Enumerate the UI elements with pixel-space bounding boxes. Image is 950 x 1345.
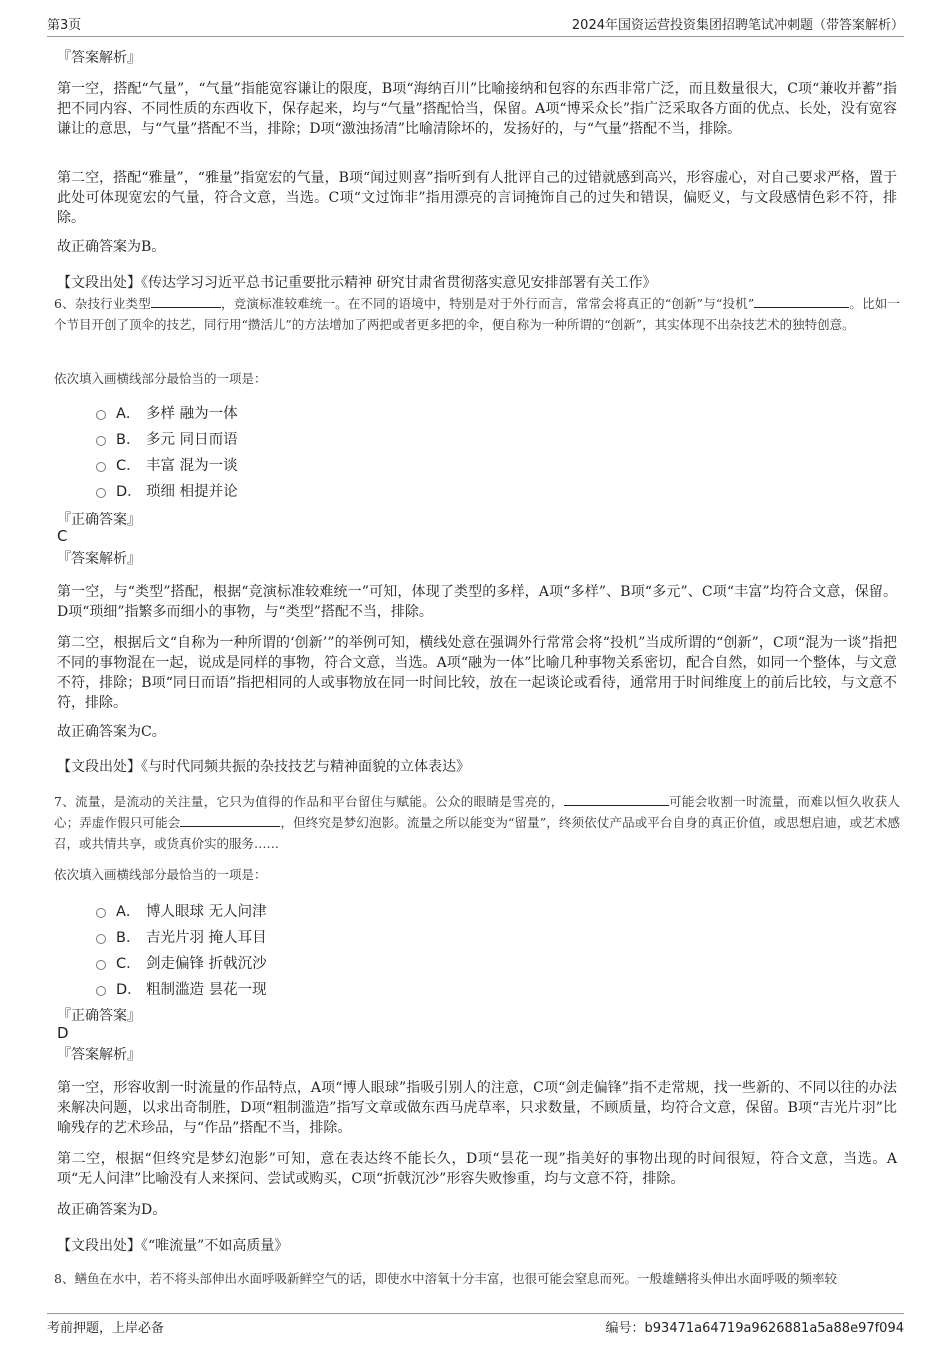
- q7-option-b[interactable]: [96, 926, 267, 947]
- option-text: 多样 融为一体: [146, 406, 238, 422]
- q5-analysis-tag: 『答案解析』: [57, 50, 141, 66]
- q7-prompt: 依次填入画横线部分最恰当的一项是：: [54, 867, 267, 882]
- q7-analysis-tag: 『答案解析』: [57, 1047, 141, 1063]
- radio-button-icon[interactable]: [96, 462, 106, 472]
- q6-answer-tag: 『正确答案』: [57, 512, 141, 528]
- q6-source: 【文段出处】《与时代同频共振的杂技技艺与精神面貌的立体表达》: [57, 759, 470, 775]
- q5-analysis-p1: 第一空，搭配“气量”，“气量”指能宽容谦让的限度，B项“海纳百川”比喻接纳和包容的东西非常广泛，而且数量很大，C项“兼收并蓄”指把不同内容、不同性质的东西收下，保存起来，均与“气量”搭配恰当，保留。A项“博采众长”指广泛采取各方面的优点、长处，没有宽容谦让的意思，与“气量”搭配不当，排除；D项“激浊扬清”比喻清除坏的，发扬好的，与“气量”搭配不当，排除。: [57, 81, 897, 137]
- q6-blank-1: [151, 295, 221, 308]
- option-letter: C．: [116, 956, 141, 972]
- q5-source: 【文段出处】《传达学习习近平总书记重要批示精神 研究甘肃省贯彻落实意见安排部署有关工作》: [57, 275, 657, 291]
- radio-button-icon[interactable]: [96, 960, 106, 970]
- radio-button-icon[interactable]: [96, 908, 106, 918]
- option-letter: B．: [116, 930, 141, 946]
- option-text: 多元 同日而语: [146, 432, 238, 448]
- option-letter: C．: [116, 458, 141, 474]
- option-text: 丰富 混为一谈: [146, 458, 238, 474]
- option-letter: A．: [116, 406, 141, 422]
- q7-option-c[interactable]: [96, 952, 267, 973]
- radio-button-icon[interactable]: [96, 410, 106, 420]
- q6-analysis-tag: 『答案解析』: [57, 551, 141, 567]
- page-footer: [47, 1313, 904, 1336]
- q6-analysis-p2: 第二空，根据后文“自称为一种所谓的‘创新’”的举例可知，横线处意在强调外行常常会将“投机”当成所谓的“创新”，C项“混为一谈”指把不同的事物混在一起，说成是同样的事物，符合文意，当选。A项“融为一体”比喻几种事物关系密切，配合自然，如同一个整体，与文意不符，排除；B项“同日而语”指把相同的人或事物放在同一时间比较，放在一起谈论或看待，通常用于时间维度上的前后比较，与文意不符，排除。: [57, 635, 897, 711]
- option-text: 博人眼球 无人问津: [146, 904, 267, 920]
- q6-option-b[interactable]: [96, 428, 238, 449]
- q6-prompt: 依次填入画横线部分最恰当的一项是：: [54, 371, 267, 386]
- option-letter: D．: [116, 982, 142, 998]
- page-number: 第3页: [47, 18, 82, 33]
- option-letter: A．: [116, 904, 141, 920]
- q7-answer-tag: 『正确答案』: [57, 1008, 141, 1024]
- option-text: 剑走偏锋 折戟沉沙: [146, 956, 267, 972]
- page-header: [47, 14, 904, 37]
- q6-option-a[interactable]: [96, 402, 238, 423]
- q7-source: 【文段出处】《“唯流量”不如高质量》: [57, 1238, 289, 1254]
- q7-stem: 7、流量，是流动的关注量，它只为值得的作品和平台留住与赋能。公众的眼睛是雪亮的， 可能会收割一时流量，而难以恒久收获人心；弄虚作假只可能会 ，但终究是梦幻泡影。流量之所以能变为“留量”，终须依仗产品或平台自身的真正价值，或思想启迪，或艺术感召，或共情共享，或货真价实的服务……: [54, 794, 900, 851]
- q7-answer: D: [57, 1024, 69, 1042]
- option-letter: B．: [116, 432, 141, 448]
- radio-button-icon[interactable]: [96, 436, 106, 446]
- radio-button-icon[interactable]: [96, 934, 106, 944]
- q6-stem: 6、杂技行业类型 ，竞演标准较难统一。在不同的语境中，特别是对于外行而言，常常会将真正的“创新”与“投机” 。比如一个节目开创了顶伞的技艺，同行用“攒活儿”的方法增加了两把或者更多把的伞，便自称为一种所谓的“创新”，其实体现不出杂技艺术的独特创意。: [54, 296, 900, 332]
- q6-option-c[interactable]: [96, 454, 238, 475]
- q7-blank-2: [180, 814, 280, 827]
- option-letter: D．: [116, 484, 142, 500]
- q7-option-a[interactable]: [96, 900, 267, 921]
- q7-analysis-p1: 第一空，形容收割一时流量的作品特点，A项“博人眼球”指吸引别人的注意，C项“剑走偏锋”指不走常规，找一些新的、不同以往的办法来解决问题，以求出奇制胜，D项“粗制滥造”指写文章或做东西马虎草率，只求数量，不顾质量，均符合文意，保留。B项“吉光片羽”比喻残存的艺术珍品，与“作品”搭配不当，排除。: [57, 1080, 897, 1136]
- q6-blank-2: [754, 295, 849, 308]
- q5-conclusion: 故正确答案为B。: [57, 239, 166, 255]
- q7-option-d[interactable]: [96, 978, 267, 999]
- q6-option-d[interactable]: [96, 480, 238, 501]
- q5-analysis-p2: 第二空，搭配“雅量”，“雅量”指宽宏的气量，B项“闻过则喜”指听到有人批评自己的过错就感到高兴，形容虚心，对自己要求严格，置于此处可体现宽宏的气量，符合文意，当选。C项“文过饰非”指用漂亮的言词掩饰自己的过失和错误，偏贬义，与文段感情色彩不符，排除。: [57, 170, 897, 226]
- q7-analysis-p2: 第二空，根据“但终究是梦幻泡影”可知，意在表达终不能长久，D项“昙花一现”指美好的事物出现的时间很短，符合文意，当选。A项“无人问津”比喻没有人来探问、尝试或购买，C项“折戟沉沙”形容失败惨重，均与文意不符，排除。: [57, 1151, 897, 1187]
- radio-button-icon[interactable]: [96, 488, 106, 498]
- option-text: 粗制滥造 昙花一现: [146, 982, 267, 998]
- q6-analysis-p1: 第一空，与“类型”搭配，根据“竞演标准较难统一”可知，体现了类型的多样，A项“多样”、B项“多元”、C项“丰富”均符合文意，保留。D项“琐细”指繁多而细小的事物，与“类型”搭配不当，排除。: [57, 584, 897, 620]
- q8-stem: 8、鳝鱼在水中，若不将头部伸出水面呼吸新鲜空气的话，即使水中溶氧十分丰富，也很可能会窒息而死。一般雄鳝将头伸出水面呼吸的频率较: [54, 1271, 837, 1286]
- q6-conclusion: 故正确答案为C。: [57, 724, 166, 740]
- footer-slogan: 考前押题，上岸必备: [47, 1321, 165, 1336]
- q7-conclusion: 故正确答案为D。: [57, 1202, 167, 1218]
- q6-answer: C: [57, 527, 68, 545]
- radio-button-icon[interactable]: [96, 986, 106, 996]
- document-title: 2024年国资运营投资集团招聘笔试冲刺题（带答案解析）: [571, 18, 904, 33]
- q7-blank-1: [564, 793, 669, 806]
- document-id: 编号：b93471a64719a9626881a5a88e97f094: [605, 1321, 904, 1336]
- option-text: 吉光片羽 掩人耳目: [146, 930, 267, 946]
- option-text: 琐细 相提并论: [146, 484, 238, 500]
